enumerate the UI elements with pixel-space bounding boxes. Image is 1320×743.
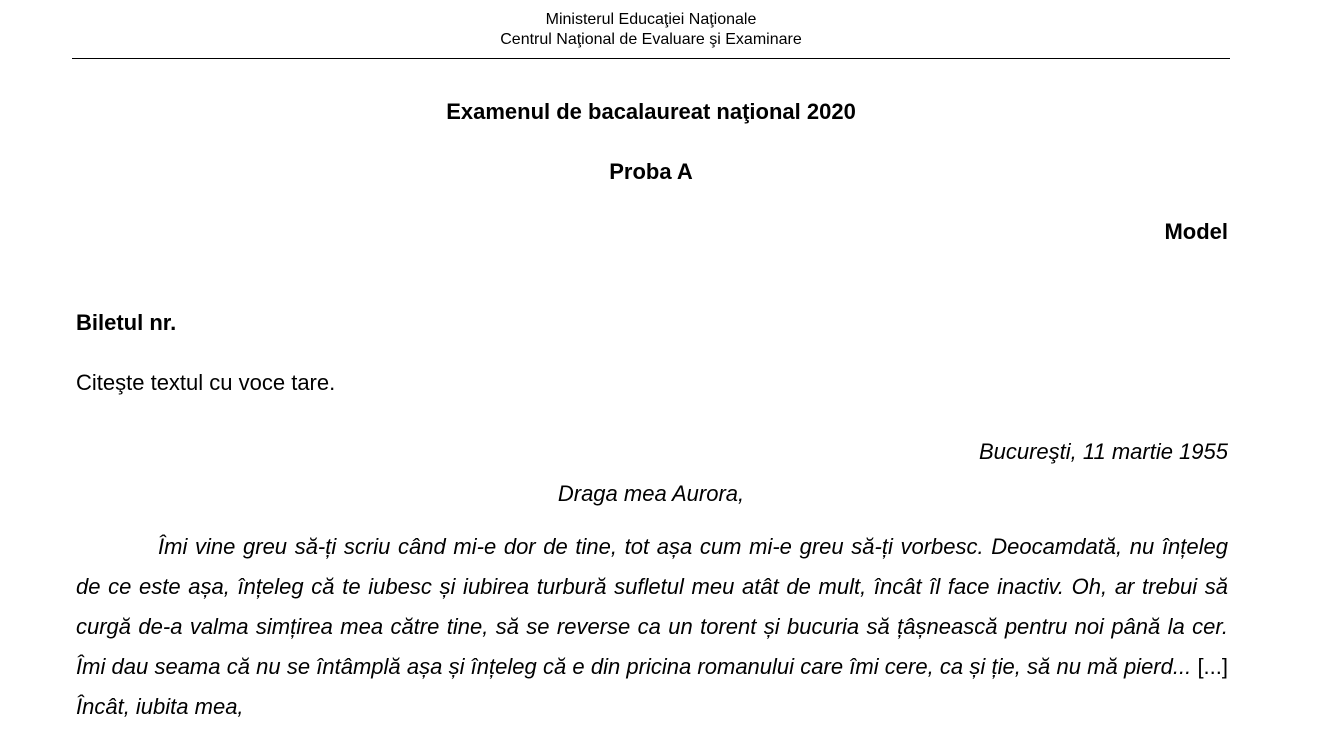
exam-title: Examenul de bacalaureat naţional 2020	[446, 99, 856, 124]
ministry-name: Ministerul Educaţiei Naţionale	[545, 11, 757, 28]
letter-body-part-2: Încât, iubita mea,	[76, 694, 244, 719]
letter-place-date: Bucureşti, 11 martie 1955	[978, 439, 1228, 464]
ticket-label: Biletul nr.	[76, 310, 177, 335]
letter-salutation: Draga mea Aurora,	[557, 481, 745, 506]
document-header	[72, 10, 1230, 50]
exam-proba: Proba A	[609, 159, 693, 184]
reading-instruction: Citeşte textul cu voce tare.	[76, 370, 336, 395]
letter-body-part-1: Îmi vine greu să-ți scriu când mi-e dor de tine, tot așa cum mi-e greu să-ți vorbesc. Deocamdată, nu înțeleg de ce este așa, înțeleg că te iubesc și iubirea turbură sufletul meu atât de mult, încât îl face inactiv. Oh, ar trebui să curgă de-a valma simțirea mea către tine, să se reverse ca un torent și bucuria să țâșnească pentru noi până la cer. Îmi dau seama că nu se întâmplă așa și înțeleg că e din pricina romanului care îmi cere, ca și ție, să nu mă pierd...	[76, 534, 1228, 679]
evaluation-center-name: Centrul Naţional de Evaluare şi Examinare	[500, 31, 802, 48]
omission-mark: [...]	[1197, 654, 1228, 679]
header-divider	[72, 58, 1230, 59]
letter-body	[76, 527, 1228, 727]
exam-model-label: Model	[1164, 219, 1228, 244]
